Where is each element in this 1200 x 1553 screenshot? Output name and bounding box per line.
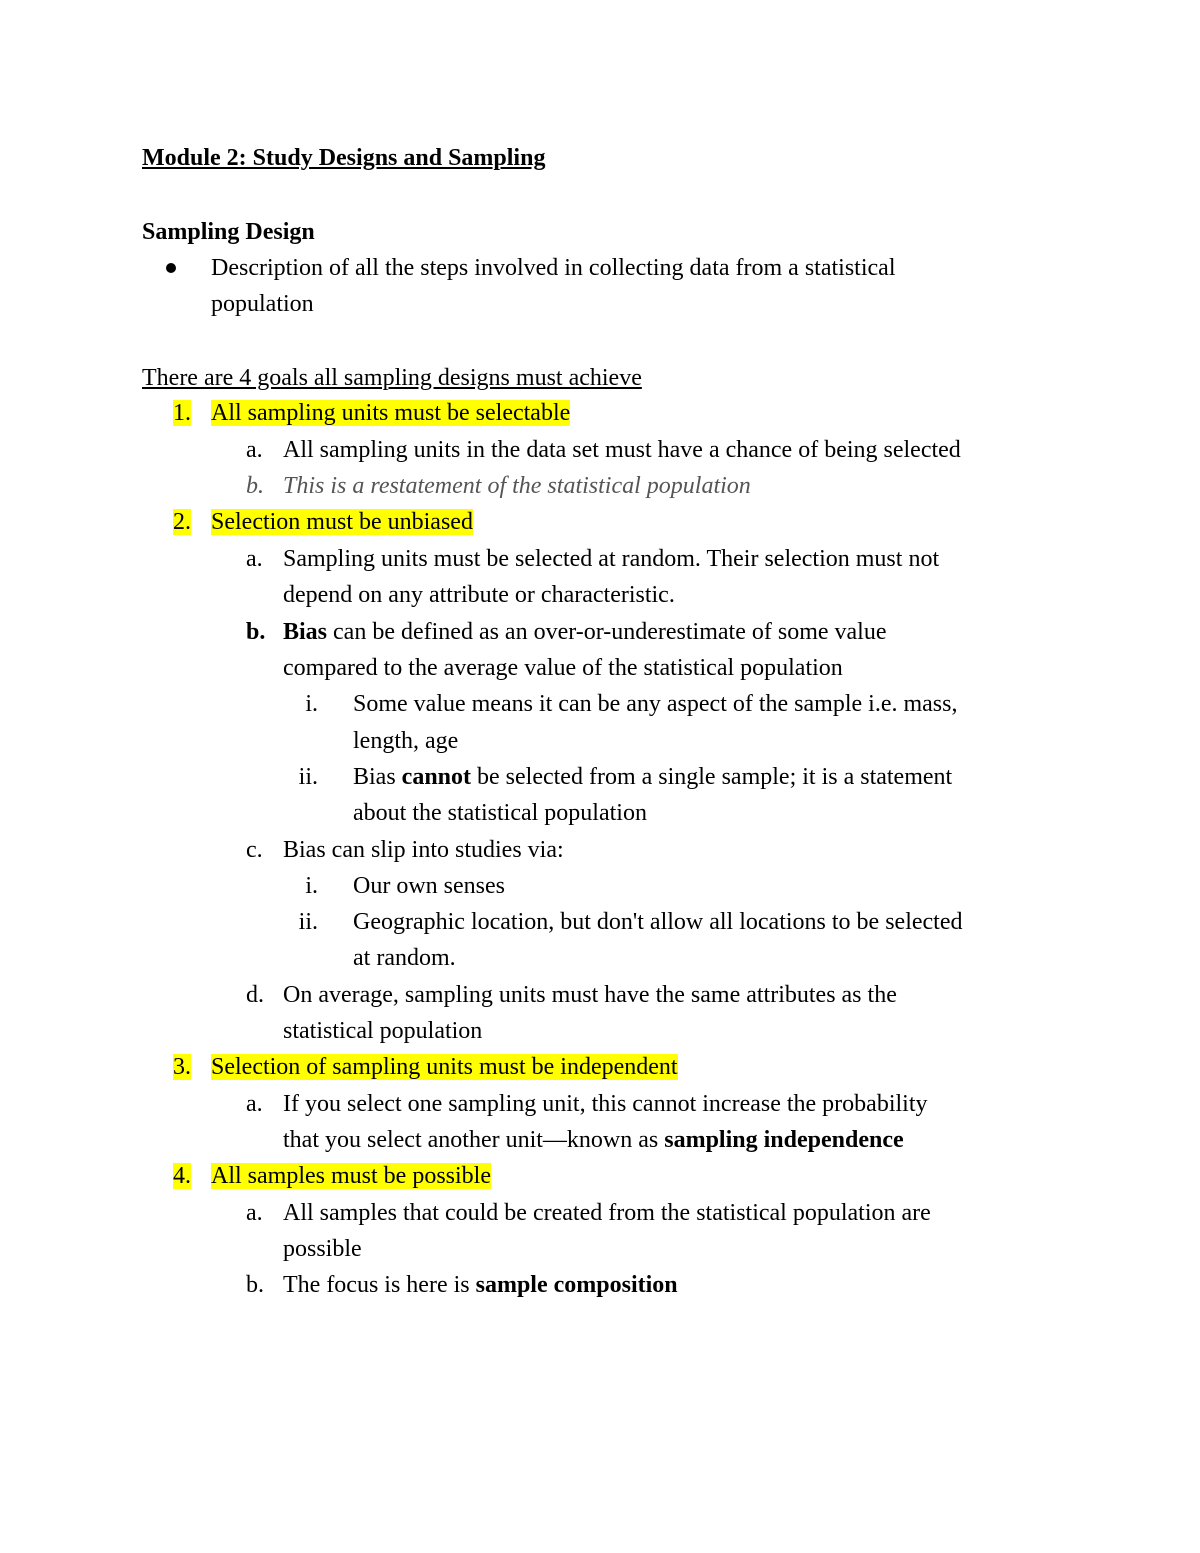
goal-4b-marker: b.	[246, 1272, 264, 1298]
goal-2a-line1: Sampling units must be selected at random. Their selection must not	[283, 546, 940, 572]
goal-2d-line2: statistical population	[283, 1018, 483, 1044]
goal-3a-line2: that you select another unit—known as sampling independence	[283, 1127, 904, 1153]
goal-4b-text: The focus is here is sample composition	[283, 1272, 678, 1298]
goal-2b-line1: Bias can be defined as an over-or-underestimate of some value	[283, 619, 887, 645]
bias-term: Bias	[283, 619, 328, 645]
goal-4a-line1: All samples that could be created from the statistical population are	[283, 1200, 931, 1226]
goal-2d-line1: On average, sampling units must have the same attributes as the	[283, 982, 897, 1008]
goal-2c-ii-line2: at random.	[353, 945, 456, 971]
goal-2b-line2: compared to the average value of the statistical population	[283, 655, 843, 681]
goal-2d-marker: d.	[246, 982, 264, 1008]
goal-4a-marker: a.	[246, 1200, 263, 1226]
bullet-text-line1: Description of all the steps involved in collecting data from a statistical	[211, 255, 896, 281]
goal-2c-text: Bias can slip into studies via:	[283, 837, 564, 863]
goal-2c-marker: c.	[246, 837, 263, 863]
goal-2c-i-marker: i.	[305, 873, 318, 899]
goal-1a-text: All sampling units in the data set must have a chance of being selected	[283, 437, 961, 463]
goal-4a-line2: possible	[283, 1236, 362, 1262]
goal-1a-marker: a.	[246, 437, 263, 463]
goal-2b-ii-line1: Bias cannot be selected from a single sample; it is a statement	[353, 764, 953, 790]
goal-2b-i-line1: Some value means it can be any aspect of the sample i.e. mass,	[353, 691, 958, 717]
goal-2b-ii-line2: about the statistical population	[353, 800, 647, 826]
goal-1-text: All sampling units must be selectable	[211, 400, 571, 426]
sampling-independence-term: sampling independence	[664, 1127, 904, 1153]
document-title: Module 2: Study Designs and Sampling	[142, 145, 546, 171]
goal-1-number: 1.	[173, 400, 191, 426]
goal-4-text: All samples must be possible	[211, 1163, 491, 1189]
goal-2c-i-text: Our own senses	[353, 873, 505, 899]
goal-3a-line1: If you select one sampling unit, this cannot increase the probability	[283, 1091, 928, 1117]
bullet-dot-icon	[166, 263, 176, 273]
goal-2a-marker: a.	[246, 546, 263, 572]
goal-2c-ii-line1: Geographic location, but don't allow all locations to be selected	[353, 909, 963, 935]
goal-2-number: 2.	[173, 509, 191, 535]
goal-2b-i-line2: length, age	[353, 728, 459, 754]
goal-2b-marker: b.	[246, 619, 266, 645]
sample-composition-term: sample composition	[475, 1272, 678, 1298]
goal-1b-text: This is a restatement of the statistical population	[283, 473, 751, 499]
goal-4-number: 4.	[173, 1163, 191, 1189]
goal-2b-i-marker: i.	[305, 691, 318, 717]
goal-3-number: 3.	[173, 1054, 191, 1080]
cannot-term: cannot	[401, 764, 472, 790]
goal-2b-ii-marker: ii.	[298, 764, 318, 790]
goals-intro: There are 4 goals all sampling designs must achieve	[142, 365, 642, 391]
goal-2c-ii-marker: ii.	[298, 909, 318, 935]
goal-3-text: Selection of sampling units must be independent	[211, 1054, 678, 1080]
goal-3a-marker: a.	[246, 1091, 263, 1117]
bullet-text-line2: population	[211, 291, 314, 317]
goal-2a-line2: depend on any attribute or characteristic.	[283, 582, 675, 608]
goal-2-text: Selection must be unbiased	[211, 509, 473, 535]
section-heading: Sampling Design	[142, 219, 315, 245]
goal-1b-marker: b.	[246, 473, 264, 499]
